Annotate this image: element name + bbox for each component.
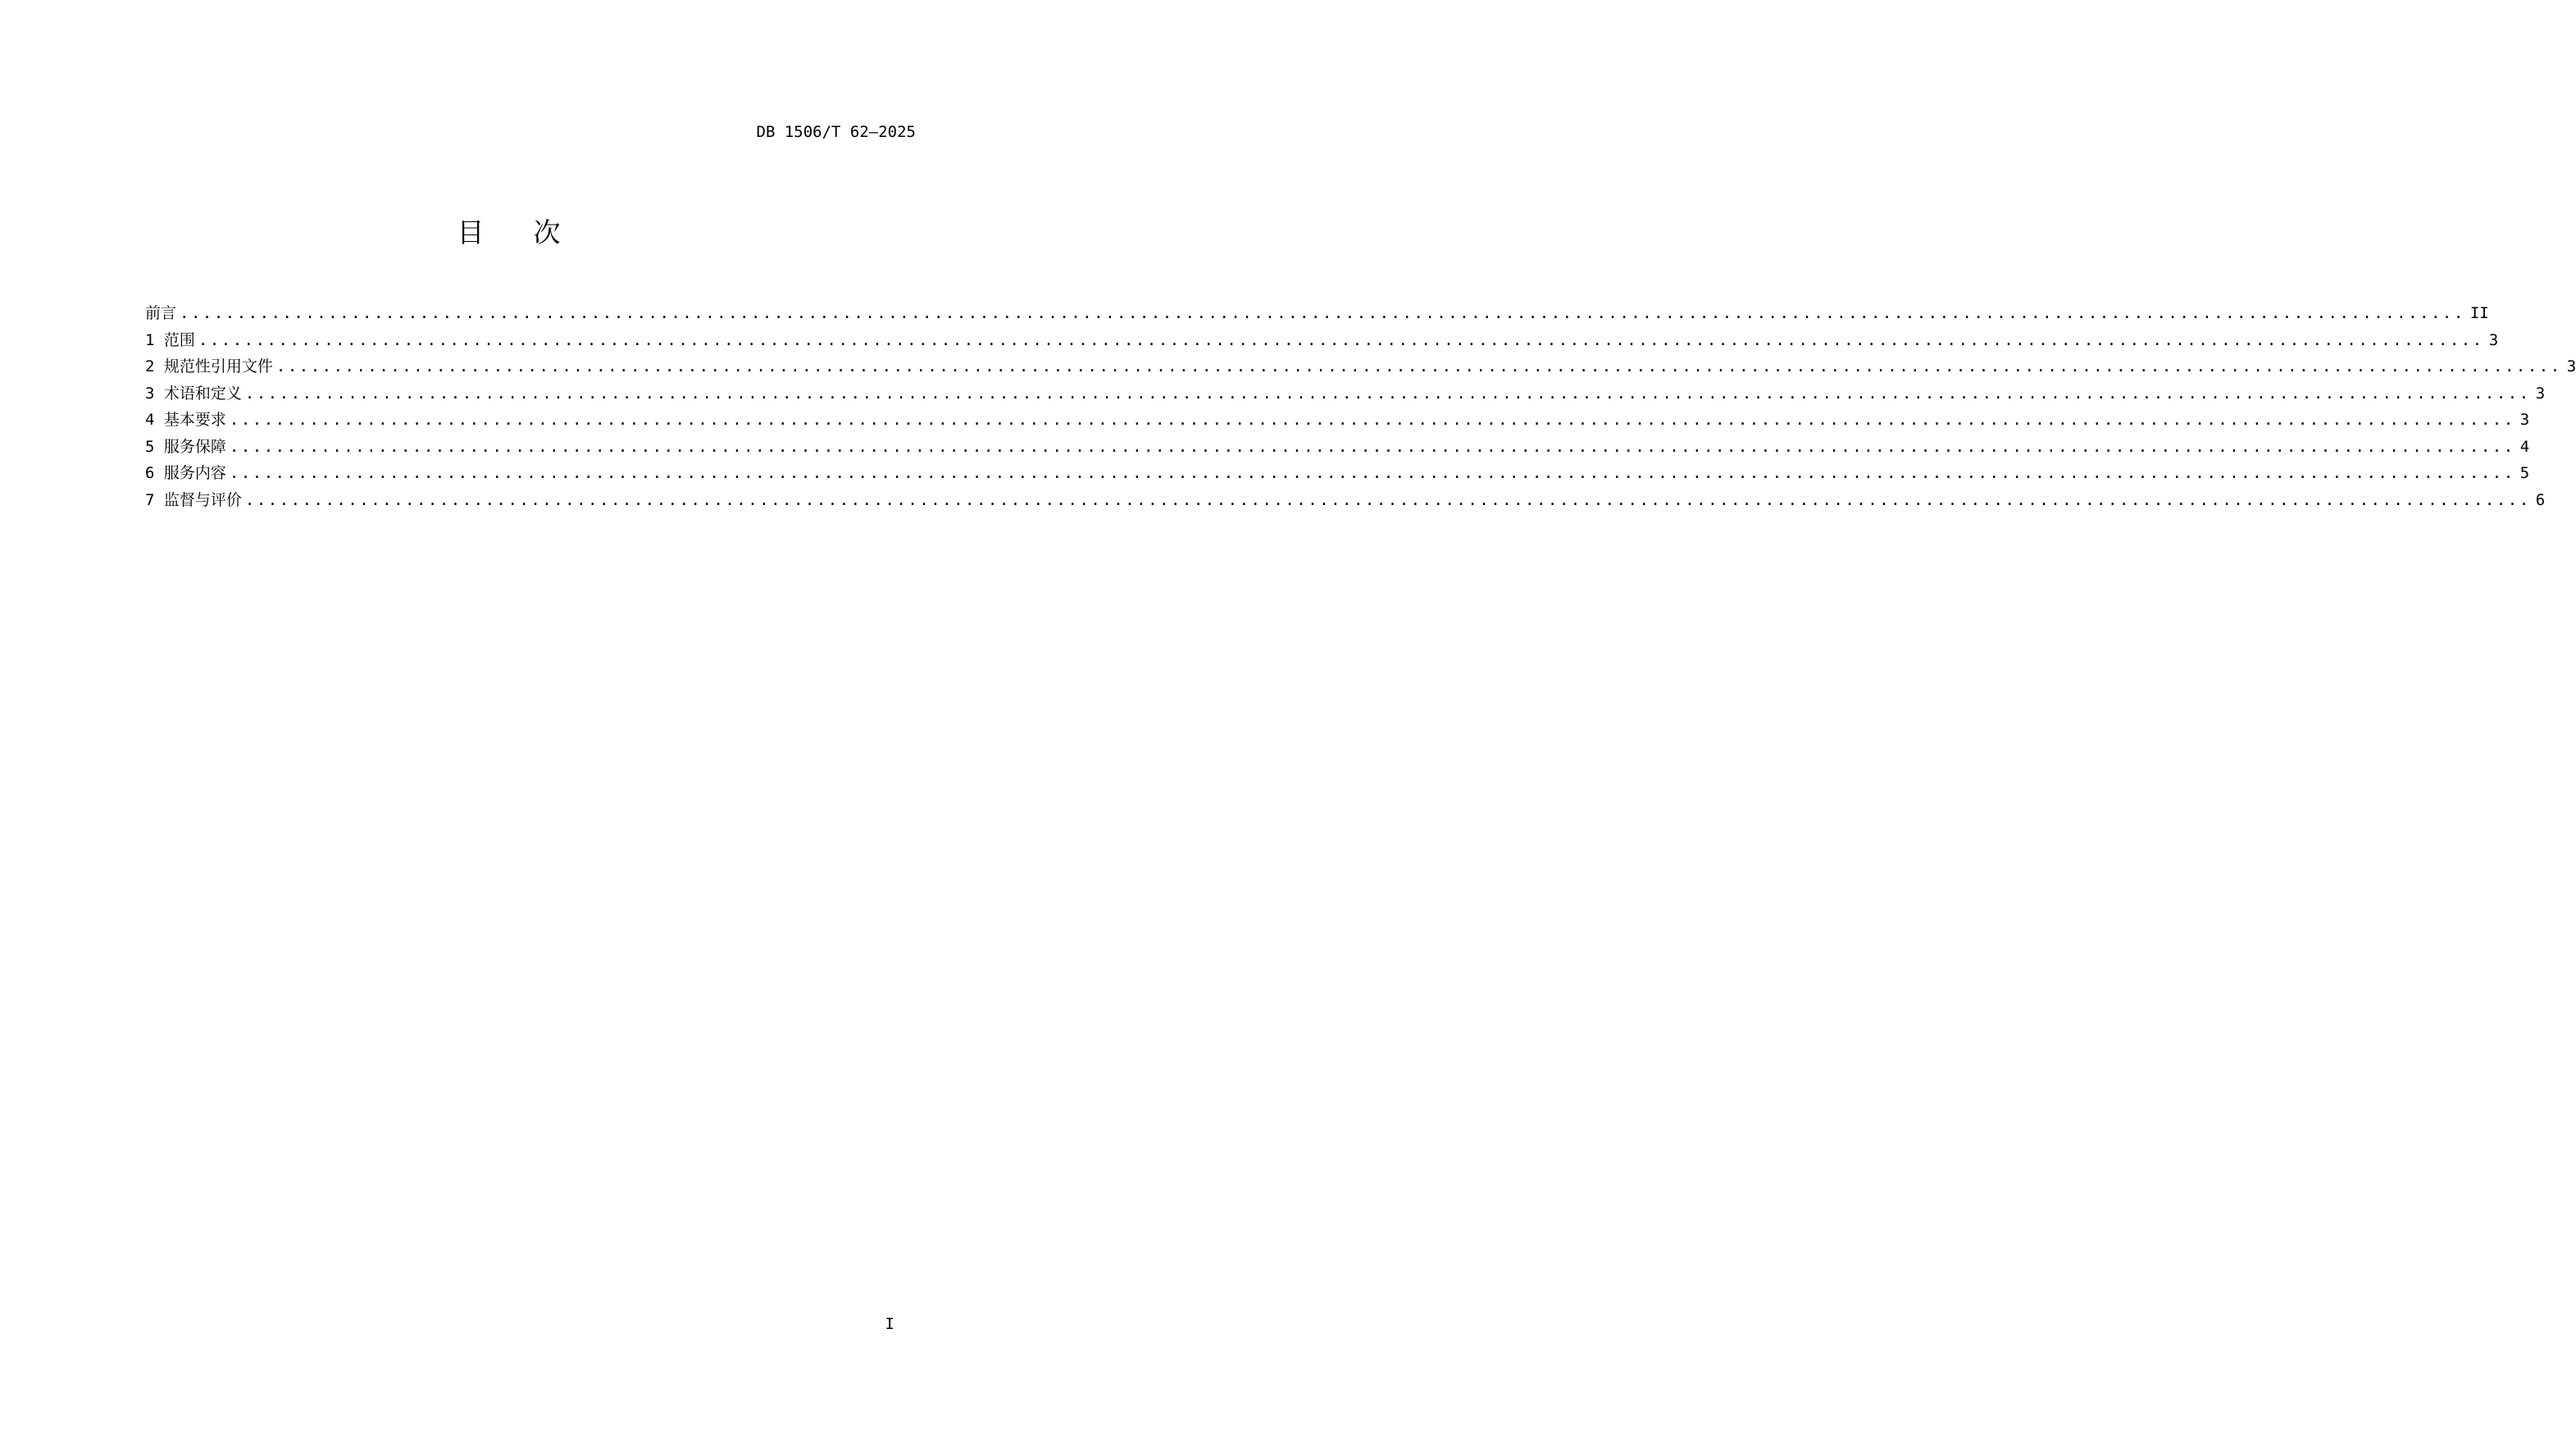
toc-entry-page: 3	[2488, 330, 2499, 349]
toc-entry-label: 5 服务保障	[145, 437, 226, 456]
toc-entry-label: 7 监督与评价	[145, 490, 242, 509]
toc-entry-scope[interactable]	[145, 328, 2499, 355]
dot-leader: ........................................................................................................................................................................................................	[229, 411, 2515, 429]
toc-entry-label: 4 基本要求	[145, 411, 226, 429]
toc-entry-basic-requirements[interactable]	[145, 407, 2530, 435]
toc-entry-service-content[interactable]	[145, 461, 2530, 488]
toc-title: 目次	[457, 216, 610, 248]
dot-leader: ........................................................................................................................................................................................................	[275, 357, 2562, 375]
toc-entry-label: 3 术语和定义	[145, 384, 242, 403]
page-number: I	[885, 1315, 894, 1333]
dot-leader: ........................................................................................................................................................................................................	[244, 490, 2531, 509]
toc-entry-service-support[interactable]	[145, 435, 2530, 462]
toc-entry-foreword[interactable]	[145, 301, 2489, 328]
toc-entry-page: 4	[2519, 437, 2530, 456]
dot-leader: ........................................................................................................................................................................................................	[229, 437, 2515, 456]
toc-entry-page: 5	[2519, 464, 2530, 482]
dot-leader: ........................................................................................................................................................................................................	[229, 464, 2515, 482]
dot-leader: ........................................................................................................................................................................................................	[180, 304, 2465, 322]
toc-entry-terms-definitions[interactable]	[145, 381, 2546, 408]
toc-entry-supervision-evaluation[interactable]	[145, 488, 2546, 515]
dot-leader: ........................................................................................................................................................................................................	[244, 384, 2531, 403]
dot-leader: ........................................................................................................................................................................................................	[198, 330, 2484, 349]
toc-entry-label: 前言	[145, 304, 177, 322]
toc-entry-label: 6 服务内容	[145, 464, 226, 482]
document-number: DB 1506/T 62—2025	[756, 123, 916, 141]
toc-entry-page: 3	[2519, 411, 2530, 429]
toc-entry-page: II	[2469, 304, 2489, 322]
toc-entry-page: 6	[2535, 490, 2546, 509]
toc-entry-label: 1 范围	[145, 330, 195, 349]
toc-entry-page: 3	[2566, 357, 2576, 375]
toc-entry-label: 2 规范性引用文件	[145, 357, 273, 375]
toc-entry-normative-references[interactable]	[145, 354, 2576, 381]
toc-entry-page: 3	[2535, 384, 2546, 403]
table-of-contents	[145, 301, 2576, 514]
